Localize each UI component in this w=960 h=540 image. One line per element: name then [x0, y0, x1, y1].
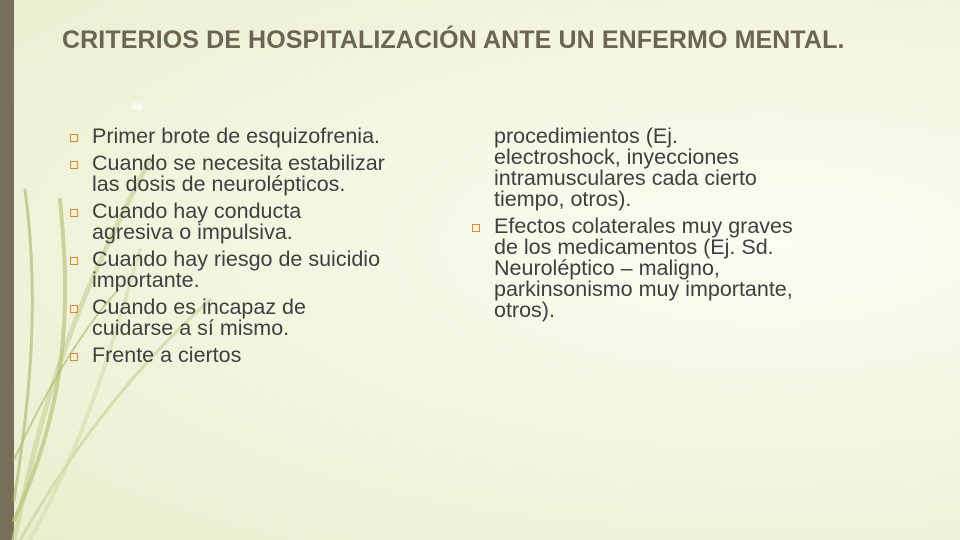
list-item-text: Primer brote de esquizofrenia.	[92, 124, 381, 148]
list-item	[68, 201, 388, 243]
list-item-text: Cuando hay riesgo de suicidio importante.	[92, 247, 381, 292]
slide-number: 49	[131, 102, 143, 113]
list-item	[470, 216, 800, 321]
list-item	[68, 297, 388, 339]
list-item	[68, 249, 388, 291]
slide-title: CRITERIOS DE HOSPITALIZACIÓN ANTE UN ENFERMO MENTAL.	[62, 26, 845, 54]
list-item	[68, 126, 388, 147]
list-item-text: Cuando se necesita estabilizar las dosis de neurolépticos.	[92, 151, 385, 196]
list-item-text: Cuando hay conducta agresiva o impulsiva.	[92, 199, 302, 244]
square-bullet-icon	[70, 257, 78, 265]
square-bullet-icon	[70, 353, 78, 361]
list-item	[68, 153, 388, 195]
square-bullet-icon	[472, 224, 480, 232]
left-accent-bar	[0, 0, 14, 540]
list-item-text: Frente a ciertos	[92, 343, 242, 367]
list-item-text: Cuando es incapaz de cuidarse a sí mismo.	[92, 295, 306, 340]
list-item-text: procedimientos (Ej. electroshock, inyecciones intramusculares cada cierto tiempo, otros).	[494, 124, 757, 211]
right-bullet-list	[470, 126, 800, 327]
list-item-text: Efectos colaterales muy graves de los medicamentos (Ej. Sd. Neuroléptico – maligno, parkinsonismo muy importante, otros).	[494, 214, 793, 322]
square-bullet-icon	[70, 209, 78, 217]
square-bullet-icon	[70, 161, 78, 169]
list-item	[68, 345, 388, 366]
left-bullet-list	[68, 126, 388, 372]
square-bullet-icon	[70, 134, 78, 142]
square-bullet-icon	[70, 305, 78, 313]
list-item-continuation	[470, 126, 800, 210]
